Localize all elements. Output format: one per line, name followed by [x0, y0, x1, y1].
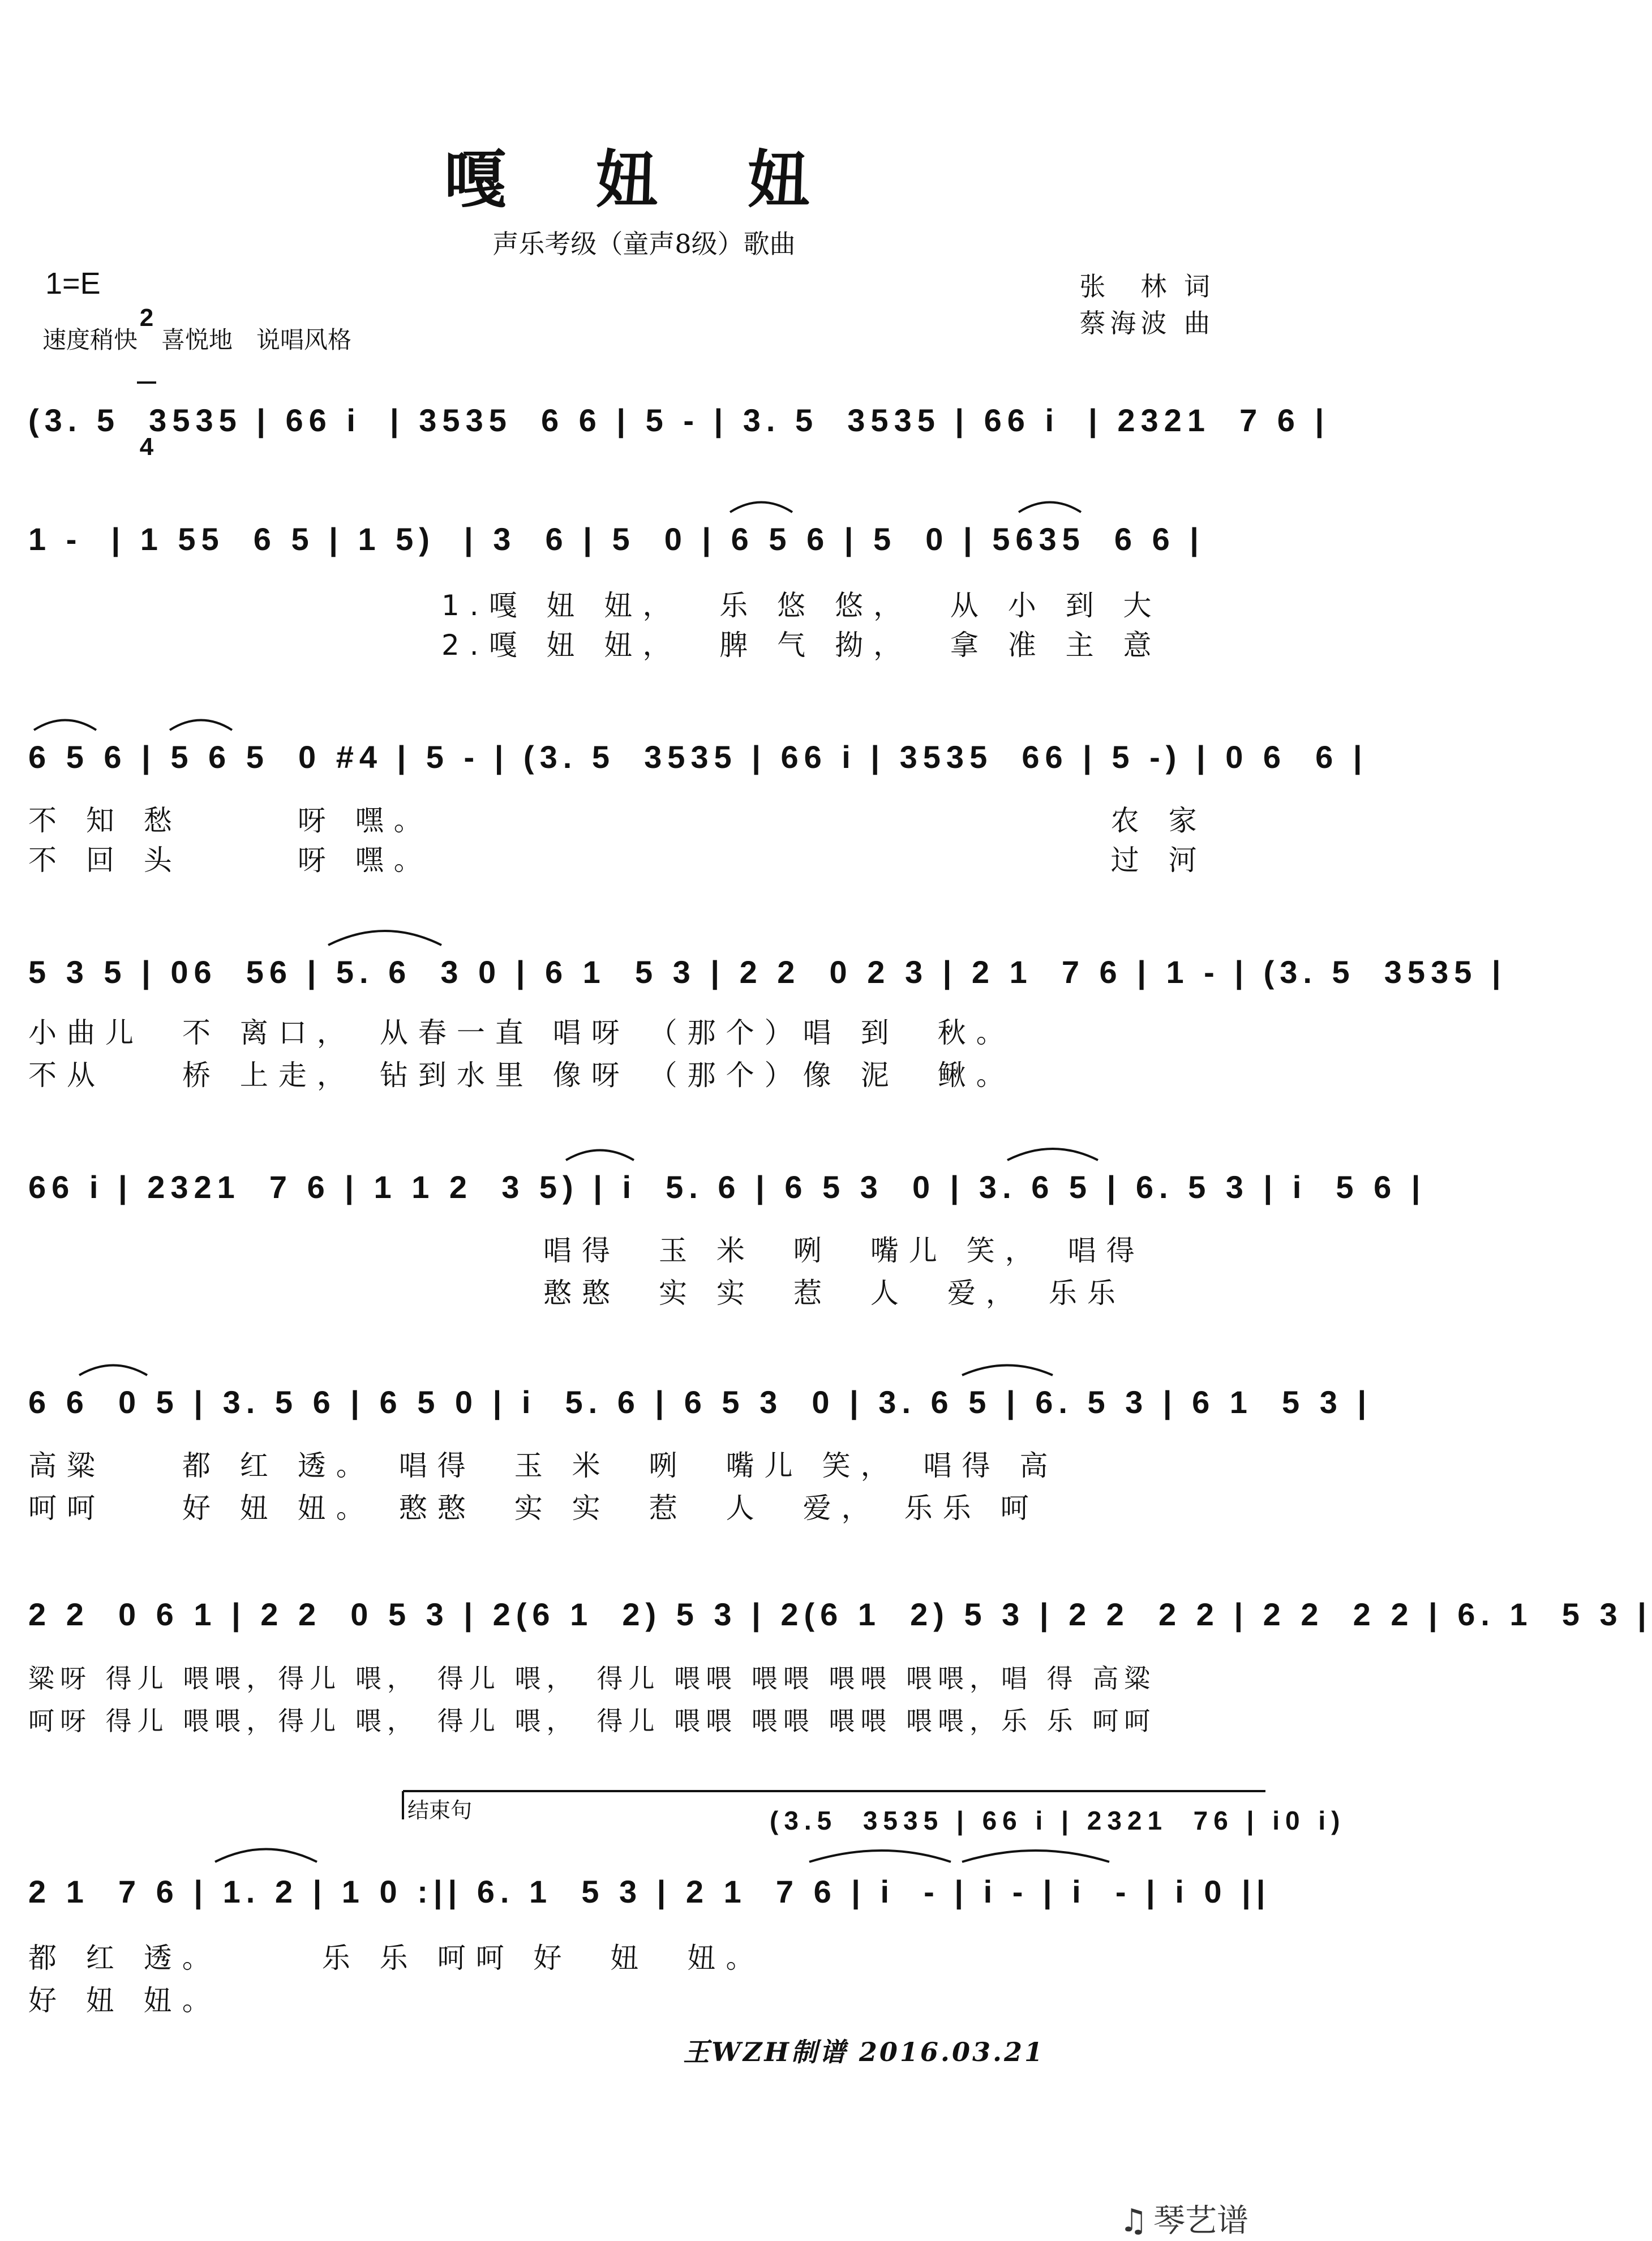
- slur-arc: [215, 1849, 317, 1862]
- notation-system-3: 6 5 6 | 5 6 5 0 #4 | 5 - | (3. 5 3535 | 66 i | 3535 66 | 5 -) | 0 6 6 |: [28, 739, 1368, 775]
- slur-arc: [962, 1366, 1053, 1376]
- slur-arc: [328, 931, 441, 945]
- lyrics-verse-1-line-1: 1.嘎 妞 妞， 乐 悠 悠， 从 小 到 大: [441, 589, 1162, 622]
- slur-arc: [809, 1851, 951, 1862]
- song-title: 嘎 妞 妞: [444, 143, 844, 216]
- slur-arc: [962, 1851, 1109, 1862]
- lyrics-verse-2-line-7: 好 妞 妞。: [28, 1984, 221, 2017]
- time-signature-top: 2: [139, 304, 154, 332]
- notation-system-7: 2 2 0 6 1 | 2 2 0 5 3 | 2(6 1 2) 5 3 | 2(6 1 2) 5 3 | 2 2 2 2 | 2 2 2 2 | 6. 1 5 3 |: [28, 1596, 1652, 1632]
- slur-arc: [1007, 1149, 1098, 1160]
- lyrics-verse-1-line-5: 高粱 都 红 透。 唱得 玉 米 咧 嘴儿 笑， 唱得 高: [28, 1449, 1058, 1482]
- lyricist-credit: 张 林 词: [1079, 271, 1215, 302]
- transcriber-signature: 王WZH制谱 2016.03.21: [683, 2037, 1045, 2067]
- ending-label: 结束句: [407, 1798, 473, 1823]
- notation-system-5: 66 i | 2321 7 6 | 1 1 2 3 5) | i 5. 6 | 6 5 3 0 | 3. 6 5 | 6. 5 3 | i 5 6 |: [28, 1169, 1426, 1205]
- watermark-text: 琴艺谱: [1153, 2203, 1248, 2239]
- song-subtitle: 声乐考级（童声8级）歌曲: [492, 229, 796, 259]
- slur-arc: [79, 1366, 147, 1376]
- notation-system-2: 1 - | 1 55 6 5 | 1 5) | 3 6 | 5 0 | 6 5 6 | 5 0 | 5635 6 6 |: [28, 521, 1204, 557]
- slur-arc: [170, 720, 232, 731]
- lyrics-verse-1-line-6: 粱呀 得儿 喂喂，得儿 喂， 得儿 喂， 得儿 喂喂 喂喂 喂喂 喂喂，唱 得 高粱: [28, 1663, 1156, 1694]
- lyrics-verse-1-line-3: 小曲儿 不 离口， 从春一直 唱呀 （那个）唱 到 秋。: [28, 1016, 1015, 1049]
- lyrics-verse-2-line-5: 呵呵 好 妞 妞。 憨憨 实 实 惹 人 爱， 乐乐 呵: [28, 1492, 1039, 1525]
- time-signature-bottom: 4: [139, 433, 154, 461]
- slur-arc: [1019, 503, 1081, 513]
- notation-system-4: 5 3 5 | 06 56 | 5. 6 3 0 | 6 1 5 3 | 2 2 0 2 3 | 2 1 7 6 | 1 - | (3. 5 3535 |: [28, 954, 1507, 990]
- slur-arc: [34, 720, 96, 731]
- key-signature: 1=E: [45, 267, 101, 300]
- tempo-marking: 速度稍快 喜悦地 说唱风格: [42, 326, 352, 354]
- lyrics-verse-1-line-4: 唱得 玉 米 咧 嘴儿 笑， 唱得: [543, 1234, 1145, 1267]
- lyrics-verse-2-line-1: 2.嘎 妞 妞， 脾 气 拗， 拿 准 主 意: [441, 629, 1162, 662]
- lyrics-verse-2-line-4: 憨憨 实 实 惹 人 爱， 乐乐: [543, 1277, 1126, 1310]
- lyrics-verse-2-line-6: 呵呀 得儿 喂喂，得儿 喂， 得儿 喂， 得儿 喂喂 喂喂 喂喂 喂喂，乐 乐 呵呵: [28, 1706, 1156, 1736]
- composer-credit: 蔡海波 曲: [1079, 308, 1215, 338]
- notation-system-1: (3. 5 3535 | 66 i | 3535 6 6 | 5 - | 3. 5 3535 | 66 i | 2321 7 6 |: [28, 402, 1330, 438]
- lyrics-verse-1-line-7: 都 红 透。 乐 乐 呵呵 好 妞 妞。: [28, 1942, 765, 1974]
- lyrics-verse-2-line-2: 不 回 头 呀 嘿。 过 河: [28, 844, 1207, 877]
- slur-arc: [730, 503, 792, 513]
- piano-logo-icon: ♫: [1119, 2203, 1148, 2239]
- notation-system-8: 2 1 7 6 | 1. 2 | 1 0 :|| 6. 1 5 3 | 2 1 7 6 | i - | i - | i - | i 0 ||: [28, 1874, 1271, 1909]
- lyrics-verse-2-line-3: 不从 桥 上走， 钻到水里 像呀 （那个）像 泥 鳅。: [28, 1059, 1015, 1092]
- ending-accompaniment: (3.5 3535 | 66 i | 2321 76 | i0 i): [770, 1806, 1346, 1835]
- lyrics-verse-1-line-2: 不 知 愁 呀 嘿。 农 家: [28, 804, 1207, 837]
- notation-system-6: 6 6 0 5 | 3. 5 6 | 6 5 0 | i 5. 6 | 6 5 3 0 | 3. 6 5 | 6. 5 3 | 6 1 5 3 |: [28, 1384, 1372, 1420]
- slur-arc: [566, 1150, 634, 1161]
